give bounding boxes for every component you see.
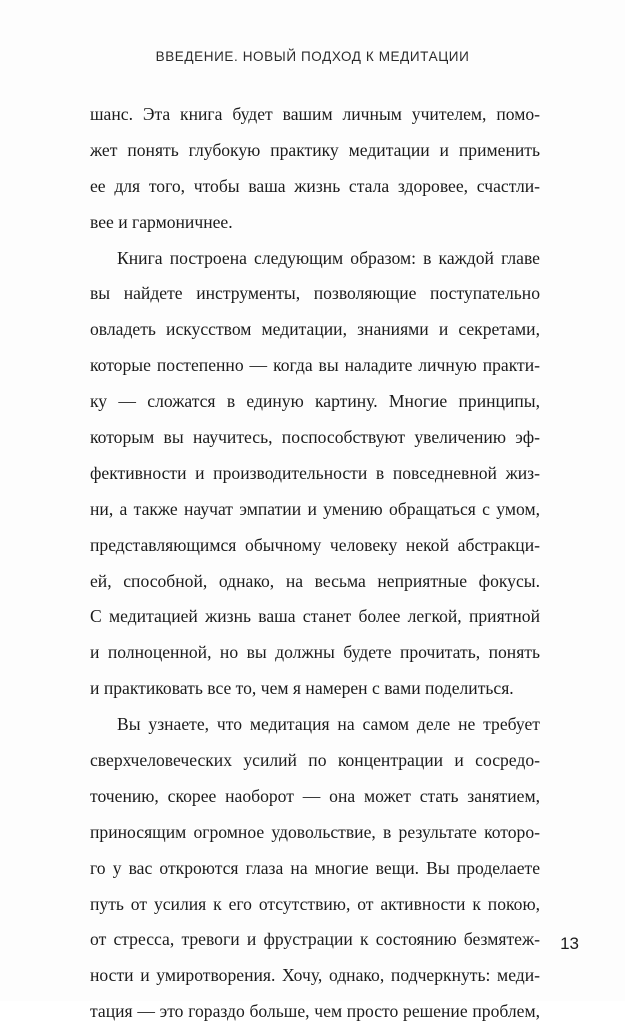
paragraph-first-line: Книга построена следующим образом: в каждой главе: [117, 247, 540, 268]
text-line: жет понять глубокую практику медитации и применить: [90, 139, 540, 160]
text-line: С медитацией жизнь ваша станет более легкой, приятной: [90, 606, 540, 627]
text-line: и практиковать все то, чем я намерен с вами поделиться.: [90, 678, 514, 699]
text-line: ни, а также научат эмпатии и умению обращаться с умом,: [90, 498, 540, 519]
paragraph-first-line: Вы узнаете, что медитация на самом деле не требует: [117, 714, 540, 735]
text-line: фективности и производительности в повседневной жиз-: [90, 462, 540, 483]
text-line: сверхчеловеческих усилий по концентрации и сосредо-: [90, 750, 540, 771]
text-line: ку — сложатся в единую картину. Многие принципы,: [90, 391, 540, 412]
text-line: которые постепенно — когда вы наладите личную практи-: [90, 355, 540, 376]
text-line: ности и умиротворения. Хочу, однако, подчеркнуть: меди-: [90, 965, 540, 986]
text-line: ее для того, чтобы ваша жизнь стала здоровее, счастли-: [90, 175, 540, 196]
text-line: представляющимся обычному человеку некой абстракци-: [90, 534, 540, 555]
page-number: 13: [560, 934, 579, 953]
text-line: приносящим огромное удовольствие, в результате которо-: [90, 821, 540, 842]
text-line: вы найдете инструменты, позволяющие поступательно: [90, 283, 540, 304]
text-line: точению, скорее наоборот — она может стать занятием,: [90, 785, 540, 806]
running-header: ВВЕДЕНИЕ. НОВЫЙ ПОДХОД К МЕДИТАЦИИ: [155, 49, 470, 64]
text-line: и полноценной, но вы должны будете прочитать, понять: [90, 642, 540, 663]
text-line: от стресса, тревоги и фрустрации к состоянию безмятеж-: [90, 929, 540, 950]
text-line: ей, способной, однако, на весьма неприятные фокусы.: [90, 570, 540, 591]
body-text: [90, 97, 540, 1030]
text-line: шанс. Эта книга будет вашим личным учителем, помо-: [90, 104, 540, 124]
text-line: овладеть искусством медитации, знаниями и секретами,: [90, 319, 540, 340]
text-line: го у вас откроются глаза на многие вещи. Вы проделаете: [90, 857, 540, 878]
text-line: путь от усилия к его отсутствию, от активности к покою,: [90, 893, 540, 914]
text-line: вее и гармоничнее.: [90, 211, 233, 232]
text-line: которым вы научитесь, поспособствуют увеличению эф-: [90, 427, 540, 448]
text-line: тация — это гораздо больше, чем просто решение проблем,: [90, 1001, 540, 1022]
